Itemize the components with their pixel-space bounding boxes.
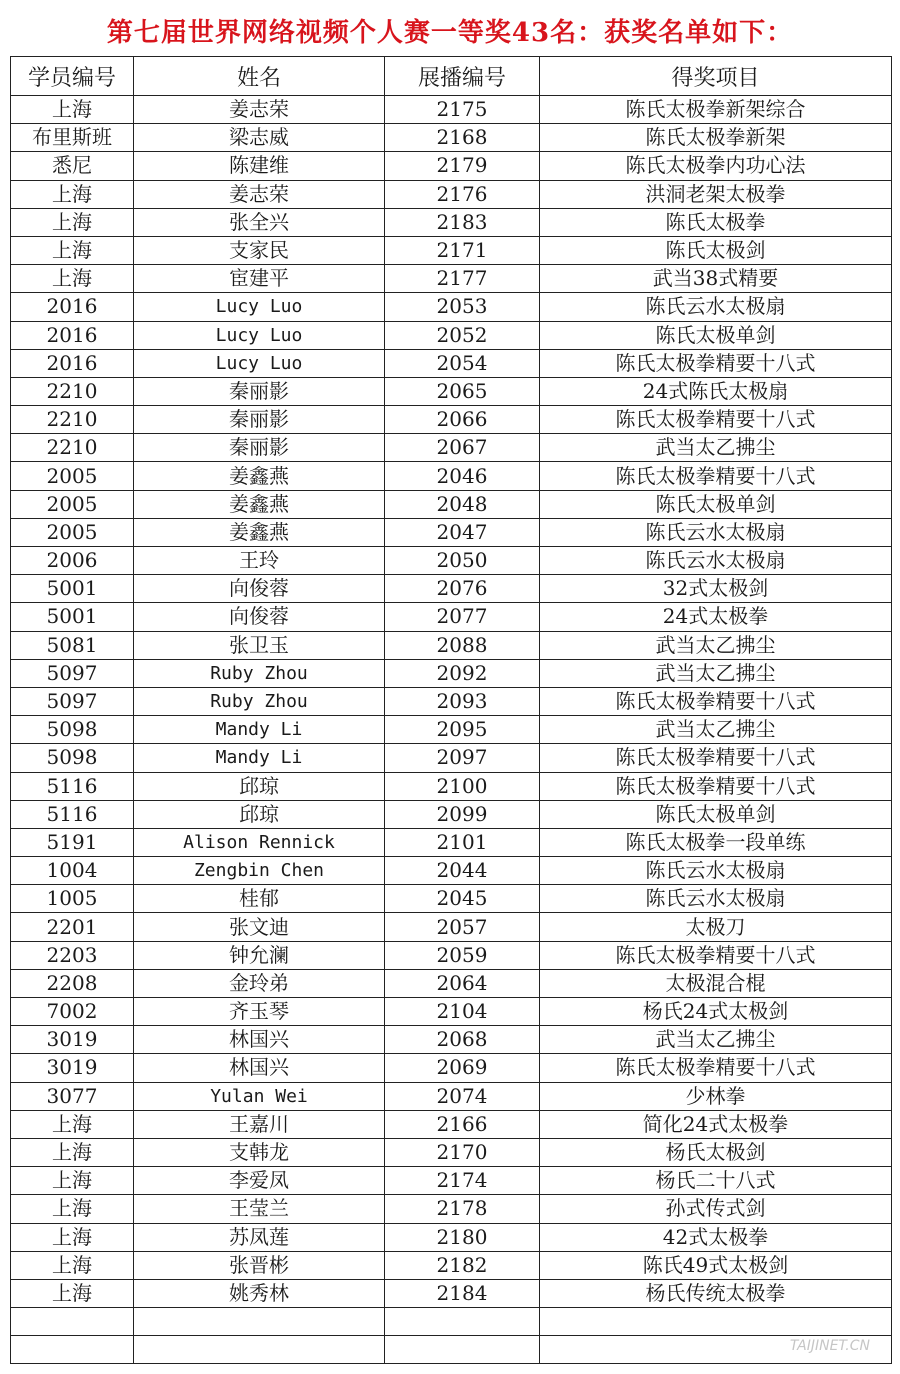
name-cell: 邱琼	[134, 800, 385, 828]
header-broadcast-id: 展播编号	[385, 57, 540, 96]
award-item-cell: 24式太极拳	[540, 603, 892, 631]
table-row	[11, 1336, 892, 1364]
name-cell: 支韩龙	[134, 1138, 385, 1166]
student-id-cell: 上海	[11, 265, 134, 293]
table-row	[11, 1054, 892, 1082]
name-cell: 林国兴	[134, 1054, 385, 1082]
broadcast-id-cell: 2104	[385, 998, 540, 1026]
table-row	[11, 857, 892, 885]
broadcast-id-cell: 2175	[385, 96, 540, 124]
table-row	[11, 1251, 892, 1279]
name-cell: 姜志荣	[134, 180, 385, 208]
table-row	[11, 885, 892, 913]
table-row	[11, 998, 892, 1026]
award-item-cell: 陈氏云水太极扇	[540, 885, 892, 913]
broadcast-id-cell: 2065	[385, 377, 540, 405]
table-row	[11, 716, 892, 744]
table-row	[11, 941, 892, 969]
table-body	[11, 96, 892, 1364]
broadcast-id-cell: 2076	[385, 575, 540, 603]
award-item-cell: 武当太乙拂尘	[540, 631, 892, 659]
student-id-cell: 3019	[11, 1026, 134, 1054]
table-row	[11, 631, 892, 659]
broadcast-id-cell: 2057	[385, 913, 540, 941]
table-row	[11, 1223, 892, 1251]
award-item-cell: 陈氏云水太极扇	[540, 518, 892, 546]
student-id-cell: 2016	[11, 293, 134, 321]
name-cell: 邱琼	[134, 772, 385, 800]
broadcast-id-cell: 2097	[385, 744, 540, 772]
student-id-cell: 3077	[11, 1082, 134, 1110]
table-row	[11, 744, 892, 772]
award-item-cell	[540, 1308, 892, 1336]
award-item-cell: 陈氏太极拳内功心法	[540, 152, 892, 180]
broadcast-id-cell: 2059	[385, 941, 540, 969]
name-cell: 林国兴	[134, 1026, 385, 1054]
name-cell	[134, 1308, 385, 1336]
name-cell: Lucy Luo	[134, 293, 385, 321]
name-cell: Zengbin Chen	[134, 857, 385, 885]
broadcast-id-cell: 2179	[385, 152, 540, 180]
award-item-cell: 简化24式太极拳	[540, 1110, 892, 1138]
name-cell: 张晋彬	[134, 1251, 385, 1279]
name-cell: 王嘉川	[134, 1110, 385, 1138]
student-id-cell: 5116	[11, 800, 134, 828]
table-row	[11, 547, 892, 575]
table-row	[11, 687, 892, 715]
award-item-cell: 陈氏太极拳一段单练	[540, 828, 892, 856]
name-cell: 桂郁	[134, 885, 385, 913]
broadcast-id-cell: 2101	[385, 828, 540, 856]
table-row	[11, 96, 892, 124]
name-cell: 向俊蓉	[134, 603, 385, 631]
table-row	[11, 265, 892, 293]
broadcast-id-cell: 2048	[385, 490, 540, 518]
page-title: 第七届世界网络视频个人赛一等奖43名：获奖名单如下：	[106, 18, 794, 48]
name-cell: 姜鑫燕	[134, 518, 385, 546]
table-row	[11, 800, 892, 828]
student-id-cell	[11, 1308, 134, 1336]
broadcast-id-cell: 2166	[385, 1110, 540, 1138]
table-row	[11, 1110, 892, 1138]
award-item-cell: 洪洞老架太极拳	[540, 180, 892, 208]
broadcast-id-cell	[385, 1308, 540, 1336]
name-cell: 张文迪	[134, 913, 385, 941]
table-row	[11, 152, 892, 180]
award-item-cell: 陈氏太极拳精要十八式	[540, 772, 892, 800]
name-cell: Lucy Luo	[134, 349, 385, 377]
award-item-cell: 杨氏传统太极拳	[540, 1279, 892, 1307]
student-id-cell: 5098	[11, 716, 134, 744]
award-item-cell: 陈氏太极拳精要十八式	[540, 462, 892, 490]
table-row	[11, 659, 892, 687]
student-id-cell: 2201	[11, 913, 134, 941]
table-row	[11, 575, 892, 603]
header-student-id: 学员编号	[11, 57, 134, 96]
student-id-cell: 上海	[11, 1195, 134, 1223]
student-id-cell: 上海	[11, 1167, 134, 1195]
award-item-cell: 陈氏太极拳精要十八式	[540, 744, 892, 772]
student-id-cell: 5081	[11, 631, 134, 659]
student-id-cell: 2210	[11, 406, 134, 434]
student-id-cell: 5097	[11, 687, 134, 715]
broadcast-id-cell: 2044	[385, 857, 540, 885]
student-id-cell: 5001	[11, 603, 134, 631]
student-id-cell: 上海	[11, 96, 134, 124]
student-id-cell: 5097	[11, 659, 134, 687]
name-cell: 秦丽影	[134, 377, 385, 405]
student-id-cell: 2016	[11, 349, 134, 377]
award-item-cell: 陈氏太极拳新架	[540, 124, 892, 152]
table-row	[11, 462, 892, 490]
name-cell: 金玲弟	[134, 969, 385, 997]
name-cell: 张卫玉	[134, 631, 385, 659]
name-cell: 姚秀林	[134, 1279, 385, 1307]
student-id-cell: 上海	[11, 1223, 134, 1251]
award-item-cell: 陈氏太极拳	[540, 208, 892, 236]
table-row	[11, 913, 892, 941]
award-item-cell: 武当太乙拂尘	[540, 716, 892, 744]
broadcast-id-cell: 2069	[385, 1054, 540, 1082]
table-row	[11, 349, 892, 377]
table-row	[11, 772, 892, 800]
award-item-cell: 武当38式精要	[540, 265, 892, 293]
name-cell: 陈建维	[134, 152, 385, 180]
student-id-cell: 1005	[11, 885, 134, 913]
table-row	[11, 124, 892, 152]
name-cell: 向俊蓉	[134, 575, 385, 603]
table-row	[11, 236, 892, 264]
name-cell: 李爱凤	[134, 1167, 385, 1195]
award-item-cell: 陈氏太极拳新架综合	[540, 96, 892, 124]
broadcast-id-cell: 2093	[385, 687, 540, 715]
name-cell: Alison Rennick	[134, 828, 385, 856]
broadcast-id-cell: 2050	[385, 547, 540, 575]
award-item-cell: 陈氏太极拳精要十八式	[540, 687, 892, 715]
broadcast-id-cell: 2182	[385, 1251, 540, 1279]
broadcast-id-cell: 2183	[385, 208, 540, 236]
table-row	[11, 828, 892, 856]
broadcast-id-cell: 2168	[385, 124, 540, 152]
broadcast-id-cell: 2184	[385, 1279, 540, 1307]
award-item-cell: 24式陈氏太极扇	[540, 377, 892, 405]
name-cell: 苏凤莲	[134, 1223, 385, 1251]
broadcast-id-cell: 2077	[385, 603, 540, 631]
table-row	[11, 490, 892, 518]
student-id-cell: 7002	[11, 998, 134, 1026]
award-item-cell: 陈氏云水太极扇	[540, 857, 892, 885]
broadcast-id-cell: 2176	[385, 180, 540, 208]
name-cell: 宦建平	[134, 265, 385, 293]
student-id-cell: 上海	[11, 1279, 134, 1307]
award-item-cell: 陈氏太极拳精要十八式	[540, 349, 892, 377]
name-cell: 姜鑫燕	[134, 462, 385, 490]
broadcast-id-cell: 2095	[385, 716, 540, 744]
award-item-cell: 杨氏太极剑	[540, 1138, 892, 1166]
broadcast-id-cell: 2053	[385, 293, 540, 321]
broadcast-id-cell: 2178	[385, 1195, 540, 1223]
broadcast-id-cell: 2171	[385, 236, 540, 264]
award-item-cell: 42式太极拳	[540, 1223, 892, 1251]
student-id-cell: 3019	[11, 1054, 134, 1082]
name-cell: Yulan Wei	[134, 1082, 385, 1110]
student-id-cell: 2210	[11, 377, 134, 405]
award-item-cell: 武当太乙拂尘	[540, 434, 892, 462]
award-item-cell: 太极混合棍	[540, 969, 892, 997]
name-cell: 秦丽影	[134, 434, 385, 462]
table-row	[11, 406, 892, 434]
broadcast-id-cell: 2100	[385, 772, 540, 800]
student-id-cell: 2208	[11, 969, 134, 997]
award-item-cell: 陈氏太极拳精要十八式	[540, 941, 892, 969]
table-row	[11, 180, 892, 208]
award-item-cell: 陈氏云水太极扇	[540, 547, 892, 575]
student-id-cell: 上海	[11, 180, 134, 208]
table-row	[11, 1138, 892, 1166]
name-cell: Ruby Zhou	[134, 687, 385, 715]
student-id-cell: 5001	[11, 575, 134, 603]
student-id-cell: 5191	[11, 828, 134, 856]
award-item-cell: 武当太乙拂尘	[540, 659, 892, 687]
broadcast-id-cell: 2067	[385, 434, 540, 462]
name-cell: 姜鑫燕	[134, 490, 385, 518]
name-cell: Lucy Luo	[134, 321, 385, 349]
table-row	[11, 1167, 892, 1195]
student-id-cell: 2005	[11, 490, 134, 518]
student-id-cell: 布里斯班	[11, 124, 134, 152]
header-award-item: 得奖项目	[540, 57, 892, 96]
student-id-cell: 上海	[11, 1138, 134, 1166]
header-row	[11, 57, 892, 96]
broadcast-id-cell: 2170	[385, 1138, 540, 1166]
award-item-cell: 陈氏太极拳精要十八式	[540, 406, 892, 434]
table-row	[11, 1279, 892, 1307]
table-row	[11, 1308, 892, 1336]
broadcast-id-cell: 2052	[385, 321, 540, 349]
name-cell: 姜志荣	[134, 96, 385, 124]
award-item-cell: 孙式传式剑	[540, 1195, 892, 1223]
broadcast-id-cell	[385, 1336, 540, 1364]
award-item-cell: 陈氏太极单剑	[540, 800, 892, 828]
name-cell: 王莹兰	[134, 1195, 385, 1223]
name-cell: 支家民	[134, 236, 385, 264]
name-cell: 王玲	[134, 547, 385, 575]
header-name: 姓名	[134, 57, 385, 96]
student-id-cell: 5098	[11, 744, 134, 772]
name-cell: 梁志威	[134, 124, 385, 152]
student-id-cell: 上海	[11, 1110, 134, 1138]
broadcast-id-cell: 2174	[385, 1167, 540, 1195]
student-id-cell: 上海	[11, 236, 134, 264]
name-cell: Ruby Zhou	[134, 659, 385, 687]
broadcast-id-cell: 2064	[385, 969, 540, 997]
award-item-cell: 32式太极剑	[540, 575, 892, 603]
broadcast-id-cell: 2088	[385, 631, 540, 659]
name-cell	[134, 1336, 385, 1364]
name-cell: 张全兴	[134, 208, 385, 236]
award-item-cell: 陈氏太极剑	[540, 236, 892, 264]
table-row	[11, 377, 892, 405]
name-cell: 钟允澜	[134, 941, 385, 969]
table-row	[11, 208, 892, 236]
student-id-cell: 5116	[11, 772, 134, 800]
award-item-cell: 陈氏云水太极扇	[540, 293, 892, 321]
award-item-cell: 杨氏二十八式	[540, 1167, 892, 1195]
name-cell: 齐玉琴	[134, 998, 385, 1026]
name-cell: Mandy Li	[134, 744, 385, 772]
student-id-cell: 2005	[11, 462, 134, 490]
broadcast-id-cell: 2054	[385, 349, 540, 377]
watermark: TAIJINET.CN	[789, 1338, 870, 1354]
student-id-cell: 2203	[11, 941, 134, 969]
award-table	[10, 56, 892, 1364]
award-item-cell: 太极刀	[540, 913, 892, 941]
student-id-cell: 2006	[11, 547, 134, 575]
broadcast-id-cell: 2180	[385, 1223, 540, 1251]
table-row	[11, 603, 892, 631]
table-row	[11, 1026, 892, 1054]
broadcast-id-cell: 2092	[385, 659, 540, 687]
broadcast-id-cell: 2046	[385, 462, 540, 490]
broadcast-id-cell: 2177	[385, 265, 540, 293]
table-row	[11, 321, 892, 349]
student-id-cell: 2005	[11, 518, 134, 546]
award-item-cell: 陈氏49式太极剑	[540, 1251, 892, 1279]
award-item-cell: 少林拳	[540, 1082, 892, 1110]
table-row	[11, 969, 892, 997]
student-id-cell: 悉尼	[11, 152, 134, 180]
student-id-cell	[11, 1336, 134, 1364]
student-id-cell: 2016	[11, 321, 134, 349]
award-item-cell: 杨氏24式太极剑	[540, 998, 892, 1026]
name-cell: 秦丽影	[134, 406, 385, 434]
broadcast-id-cell: 2066	[385, 406, 540, 434]
award-item-cell: 陈氏太极单剑	[540, 321, 892, 349]
broadcast-id-cell: 2047	[385, 518, 540, 546]
broadcast-id-cell: 2045	[385, 885, 540, 913]
table-row	[11, 1082, 892, 1110]
student-id-cell: 1004	[11, 857, 134, 885]
student-id-cell: 2210	[11, 434, 134, 462]
broadcast-id-cell: 2074	[385, 1082, 540, 1110]
table-row	[11, 518, 892, 546]
name-cell: Mandy Li	[134, 716, 385, 744]
award-item-cell: 陈氏太极拳精要十八式	[540, 1054, 892, 1082]
table-row	[11, 1195, 892, 1223]
table-row	[11, 434, 892, 462]
student-id-cell: 上海	[11, 1251, 134, 1279]
award-item-cell: 武当太乙拂尘	[540, 1026, 892, 1054]
award-item-cell: 陈氏太极单剑	[540, 490, 892, 518]
broadcast-id-cell: 2099	[385, 800, 540, 828]
broadcast-id-cell: 2068	[385, 1026, 540, 1054]
table-row	[11, 293, 892, 321]
student-id-cell: 上海	[11, 208, 134, 236]
